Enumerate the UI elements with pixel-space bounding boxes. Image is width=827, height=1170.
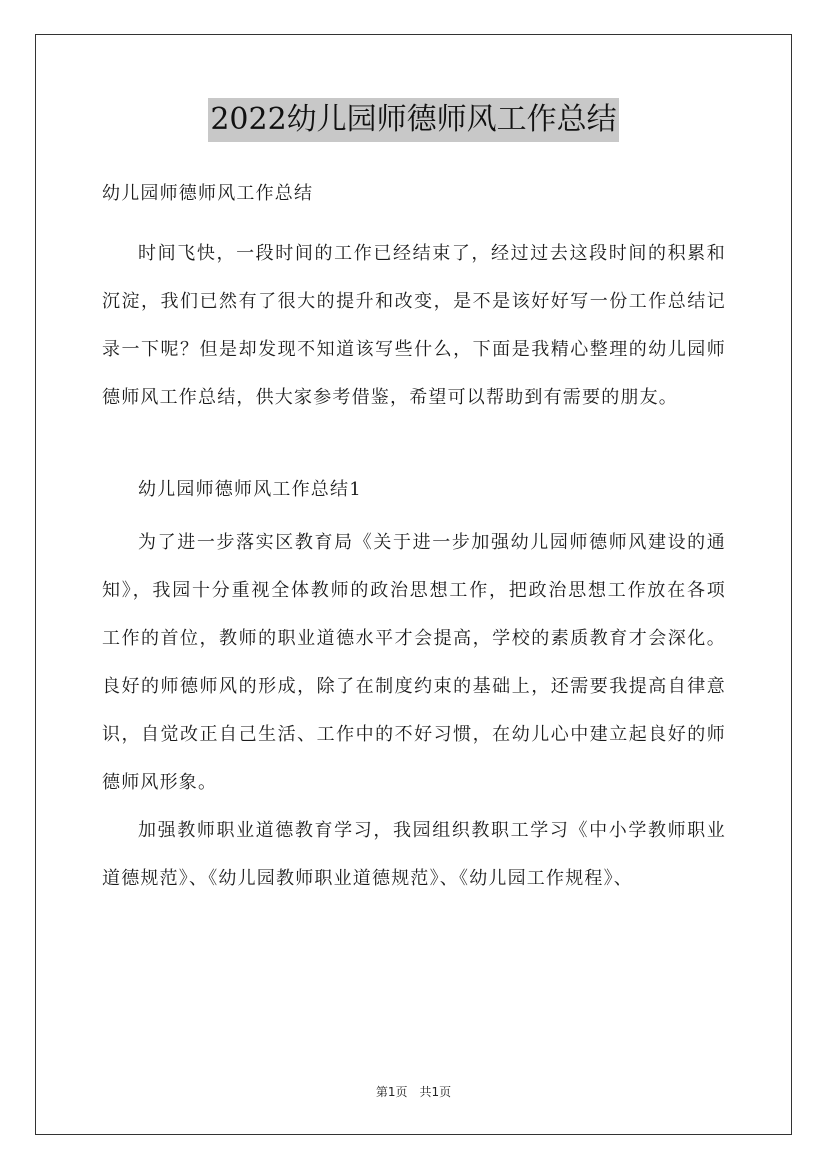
spacer — [102, 422, 726, 466]
intro-paragraph: 时间飞快，一段时间的工作已经结束了，经过过去这段时间的积累和沉淀，我们已然有了很大的提升和改变，是不是该好好写一份工作总结记录一下呢？但是却发现不知道该写些什么，下面是我精心整理的幼儿园师德师风工作总结，供大家参考借鉴，希望可以帮助到有需要的朋友。 — [102, 243, 726, 408]
body-paragraph-1: 为了进一步落实区教育局《关于进一步加强幼儿园师德师风建设的通知》，我园十分重视全体教师的政治思想工作，把政治思想工作放在各项工作的首位，教师的职业道德水平才会提高，学校的素质教育才会深化。良好的师德师风的形成，除了在制度约束的基础上，还需要我提高自律意识，自觉改正自己生活、工作中的不好习惯，在幼儿心中建立起良好的师德师风形象。 — [102, 532, 726, 793]
body-paragraph-2: 加强教师职业道德教育学习，我园组织教职工学习《中小学教师职业道德规范》、《幼儿园教师职业道德规范》、《幼儿园工作规程》、 — [102, 820, 726, 889]
document-title: 2022幼儿园师德师风工作总结 — [208, 98, 618, 142]
section-heading: 幼儿园师德师风工作总结1 — [138, 479, 362, 500]
title-container — [0, 98, 827, 142]
document-subtitle: 幼儿园师德师风工作总结 — [102, 183, 314, 204]
page-footer: 第1页 共1页 — [375, 1085, 452, 1099]
document-body — [102, 176, 726, 903]
